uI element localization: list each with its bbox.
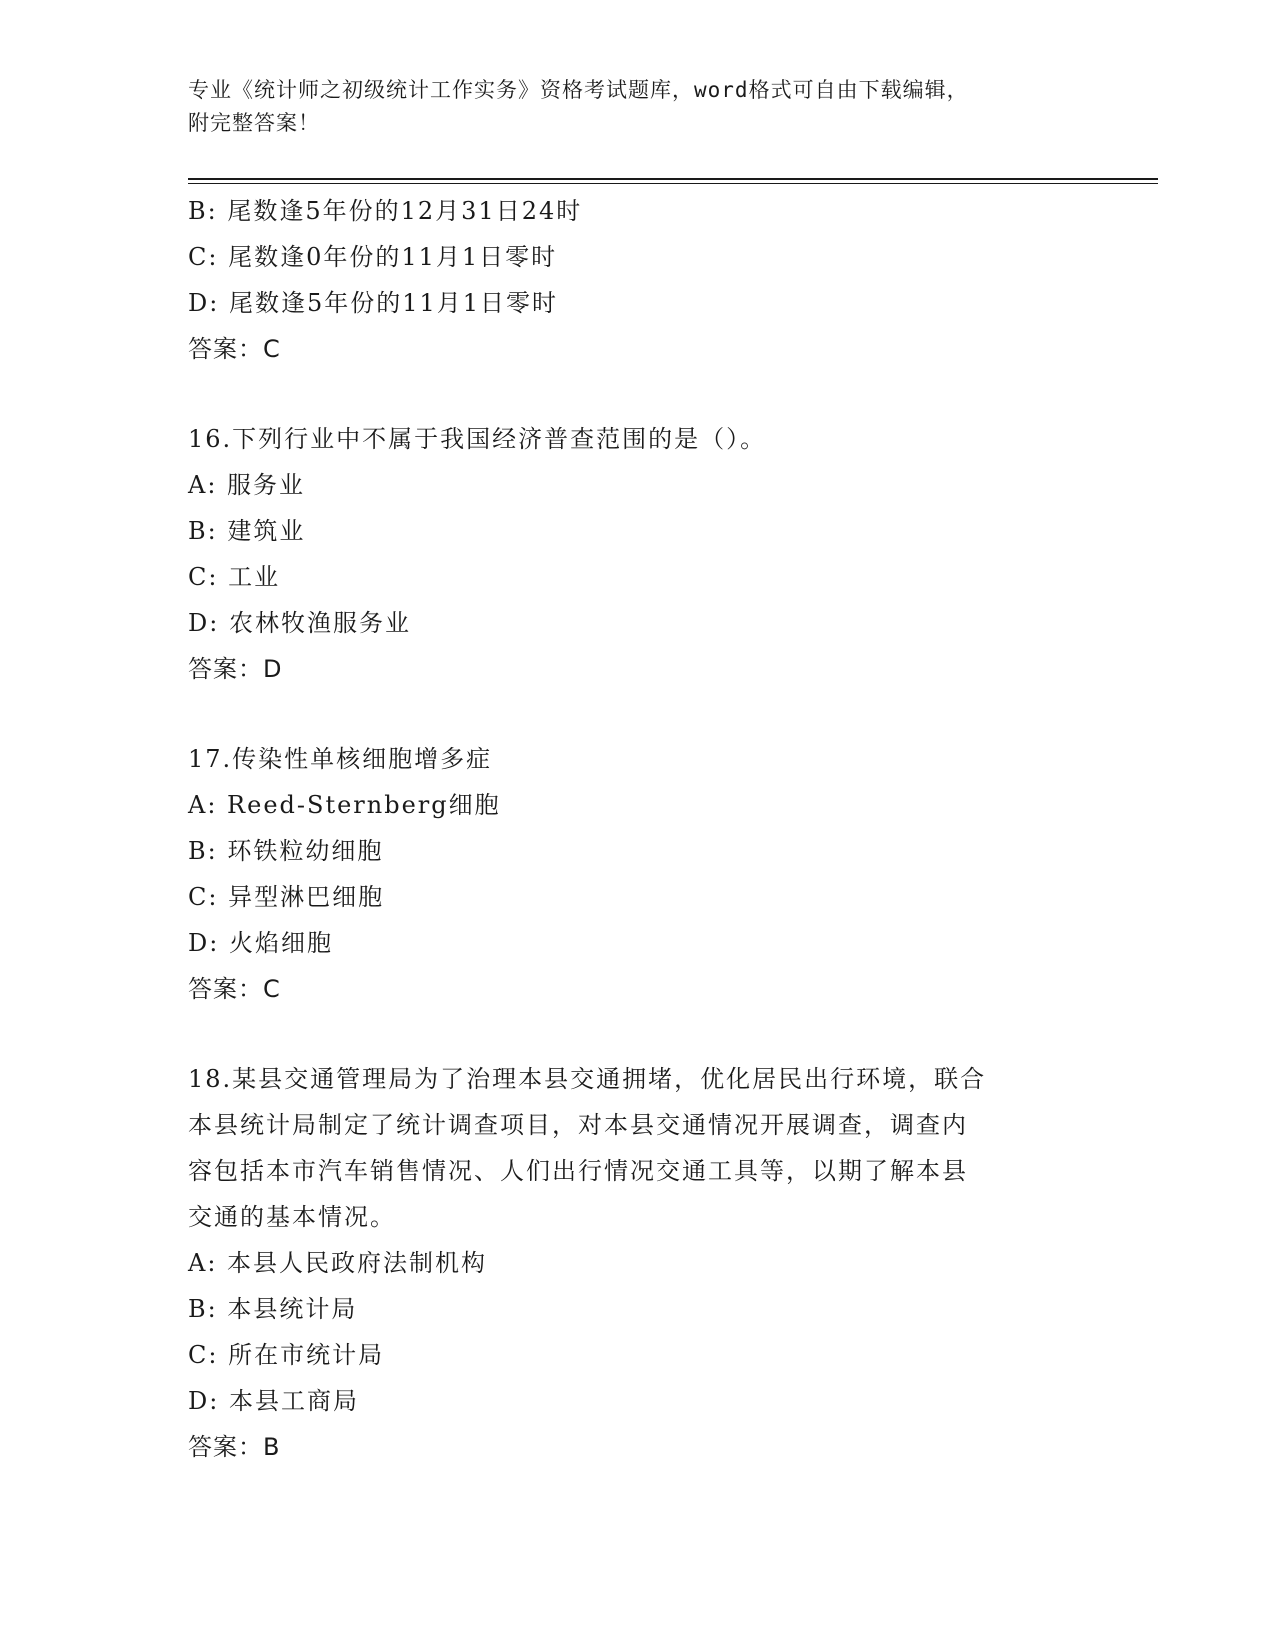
- question-text: 16.下列行业中不属于我国经济普查范围的是（）。: [188, 425, 767, 453]
- option-d: D: 农林牧渔服务业: [188, 609, 411, 637]
- spacer: [188, 372, 1088, 416]
- option-c: C: 所在市统计局: [188, 1341, 385, 1369]
- header-divider-thick: [188, 178, 1158, 180]
- question-text-line-3: 容包括本市汽车销售情况、人们出行情况交通工具等，以期了解本县: [188, 1157, 968, 1185]
- option-d: D: 尾数逢5年份的11月1日零时: [188, 289, 559, 317]
- option-a: A: Reed-Sternberg细胞: [188, 791, 501, 819]
- question-text-line-1: 18.某县交通管理局为了治理本县交通拥堵，优化居民出行环境，联合: [188, 1065, 987, 1093]
- question-list: [188, 188, 1088, 1470]
- header-line-2: 附完整答案！: [188, 111, 320, 135]
- option-d: D: 本县工商局: [188, 1387, 359, 1415]
- question-15-tail: [188, 188, 1088, 372]
- document-header: [188, 74, 1088, 140]
- header-divider-thin: [188, 183, 1158, 184]
- answer-line: 答案：D: [188, 655, 283, 683]
- question-18: [188, 1056, 1088, 1470]
- question-text-line-4: 交通的基本情况。: [188, 1203, 396, 1231]
- option-c: C: 尾数逢0年份的11月1日零时: [188, 243, 558, 271]
- header-line-1: 专业《统计师之初级统计工作实务》资格考试题库，word格式可自由下载编辑，: [188, 78, 969, 102]
- option-b: B: 尾数逢5年份的12月31日24时: [188, 197, 583, 225]
- option-b: B: 本县统计局: [188, 1295, 358, 1323]
- option-d: D: 火焰细胞: [188, 929, 333, 957]
- question-text: 17.传染性单核细胞增多症: [188, 745, 493, 773]
- answer-line: 答案：B: [188, 1433, 281, 1461]
- answer-line: 答案：C: [188, 975, 281, 1003]
- option-a: A: 服务业: [188, 471, 306, 499]
- answer-line: 答案：C: [188, 335, 281, 363]
- question-text-line-2: 本县统计局制定了统计调查项目，对本县交通情况开展调查，调查内: [188, 1111, 968, 1139]
- spacer: [188, 692, 1088, 736]
- option-c: C: 异型淋巴细胞: [188, 883, 385, 911]
- option-a: A: 本县人民政府法制机构: [188, 1249, 488, 1277]
- spacer: [188, 1012, 1088, 1056]
- option-b: B: 环铁粒幼细胞: [188, 837, 384, 865]
- question-17: [188, 736, 1088, 1012]
- question-16: [188, 416, 1088, 692]
- option-c: C: 工业: [188, 563, 281, 591]
- option-b: B: 建筑业: [188, 517, 306, 545]
- document-page: [188, 0, 1158, 1650]
